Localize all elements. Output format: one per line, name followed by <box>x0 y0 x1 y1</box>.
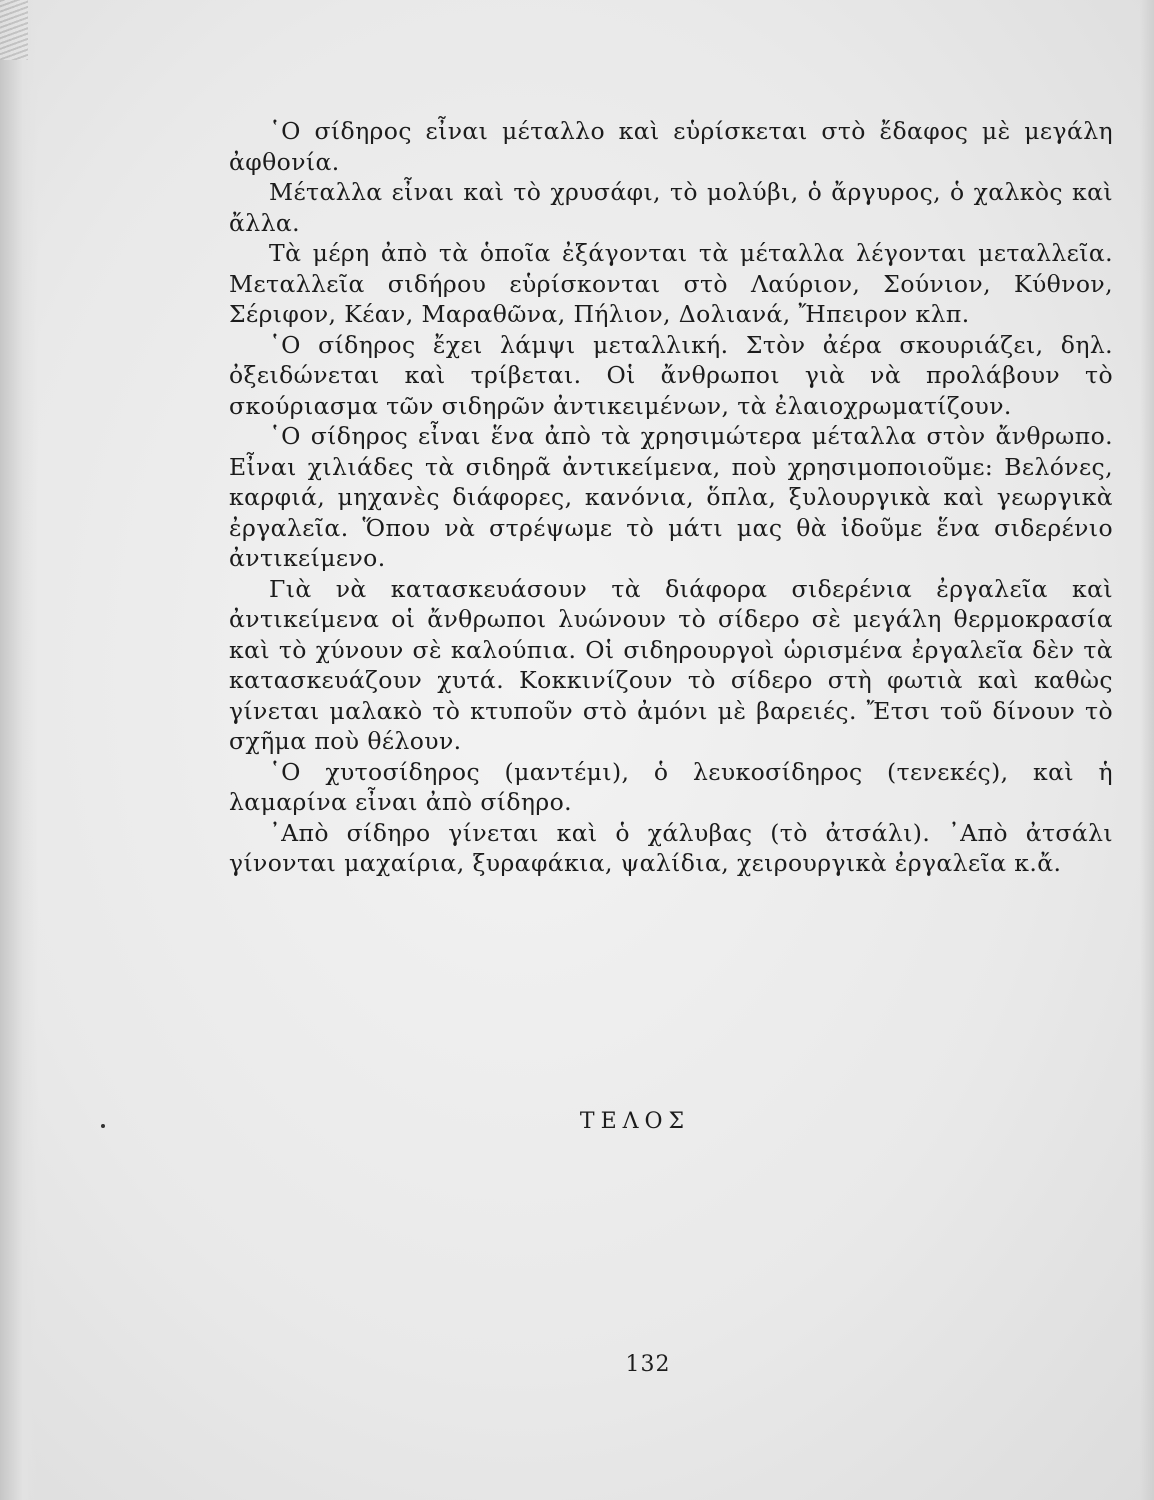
paragraph: ῾Ο σίδηρος ἔχει λάμψι μεταλλική. Στὸν ἀέρα σκουριάζει, δηλ. ὀξειδώνεται καὶ τρίβεται. Οἱ ἄνθρωποι γιὰ νὰ προλάβουν τὸ σκούριασμα τῶν σιδηρῶν ἀντικειμένων, τὰ ἐλαιοχρωματίζουν. <box>229 330 1113 420</box>
paragraph: ᾿Απὸ σίδηρο γίνεται καὶ ὁ χάλυβας (τὸ ἀτσάλι). ᾿Απὸ ἀτσάλι γίνονται μαχαίρια, ξυραφάκια, ψαλίδια, χειρουργικὰ ἐργαλεῖα κ.ἄ. <box>229 818 1113 877</box>
body-text <box>229 116 1113 879</box>
paragraph: ῾Ο χυτοσίδηρος (μαντέμι), ὁ λευκοσίδηρος (τενεκές), καὶ ἡ λαμαρίνα εἶναι ἀπὸ σίδηρο. <box>229 757 1113 816</box>
paragraph: ῾Ο σίδηρος εἶναι μέταλλο καὶ εὑρίσκεται στὸ ἔδαφος μὲ μεγάλη ἀφθονία. <box>229 117 1113 176</box>
ending-title: ΤΕΛΟΣ <box>579 1109 691 1134</box>
paragraph: Γιὰ νὰ κατασκευάσουν τὰ διάφορα σιδερένια ἐργαλεῖα καὶ ἀντικείμενα οἱ ἄνθρωποι λυώνουν τὸ σίδερο σὲ μεγάλη θερμοκρασία καὶ τὸ χύνουν σὲ καλούπια. Οἱ σιδηρουργοὶ ὡρισμένα ἐργαλεῖα δὲν τὰ κατασκευάζουν χυτά. Κοκκινίζουν τὸ σίδερο στὴ φωτιὰ καὶ καθὼς γίνεται μαλακὸ τὸ κτυποῦν στὸ ἀμόνι μὲ βαρειές. Ἔτσι τοῦ δίνουν τὸ σχῆμα ποὺ θέλουν. <box>229 574 1113 755</box>
spine-shadow <box>0 0 38 1500</box>
page-number: 132 <box>625 1352 671 1377</box>
paragraph: Τὰ μέρη ἀπὸ τὰ ὁποῖα ἐξάγονται τὰ μέταλλα λέγονται μεταλλεῖα. Μεταλλεῖα σιδήρου εὑρίσκονται στὸ Λαύριον, Σούνιον, Κύθνον, Σέριφον, Κέαν, Μαραθῶνα, Πήλιον, Δολιανά, Ἤπειρον κλπ. <box>229 239 1113 328</box>
paragraph: ῾Ο σίδηρος εἶναι ἕνα ἀπὸ τὰ χρησιμώτερα μέταλλα στὸν ἄνθρωπο. Εἶναι χιλιάδες τὰ σιδηρᾶ ἀντικείμενα, ποὺ χρησιμοποιοῦμε: Βελόνες, καρφιά, μηχανὲς διάφορες, κανόνια, ὅπλα, ξυλουργικὰ καὶ γεωργικὰ ἐργαλεῖα. Ὅπου νὰ στρέψωμε τὸ μάτι μας θὰ ἰδοῦμε ἕνα σιδερένιο ἀντικείμενο. <box>229 422 1113 572</box>
page-right-edge <box>1140 0 1154 1500</box>
paragraph: Μέταλλα εἶναι καὶ τὸ χρυσάφι, τὸ μολύβι, ὁ ἄργυρος, ὁ χαλκὸς καὶ ἄλλα. <box>229 178 1113 237</box>
page-corner-curl <box>0 0 28 60</box>
